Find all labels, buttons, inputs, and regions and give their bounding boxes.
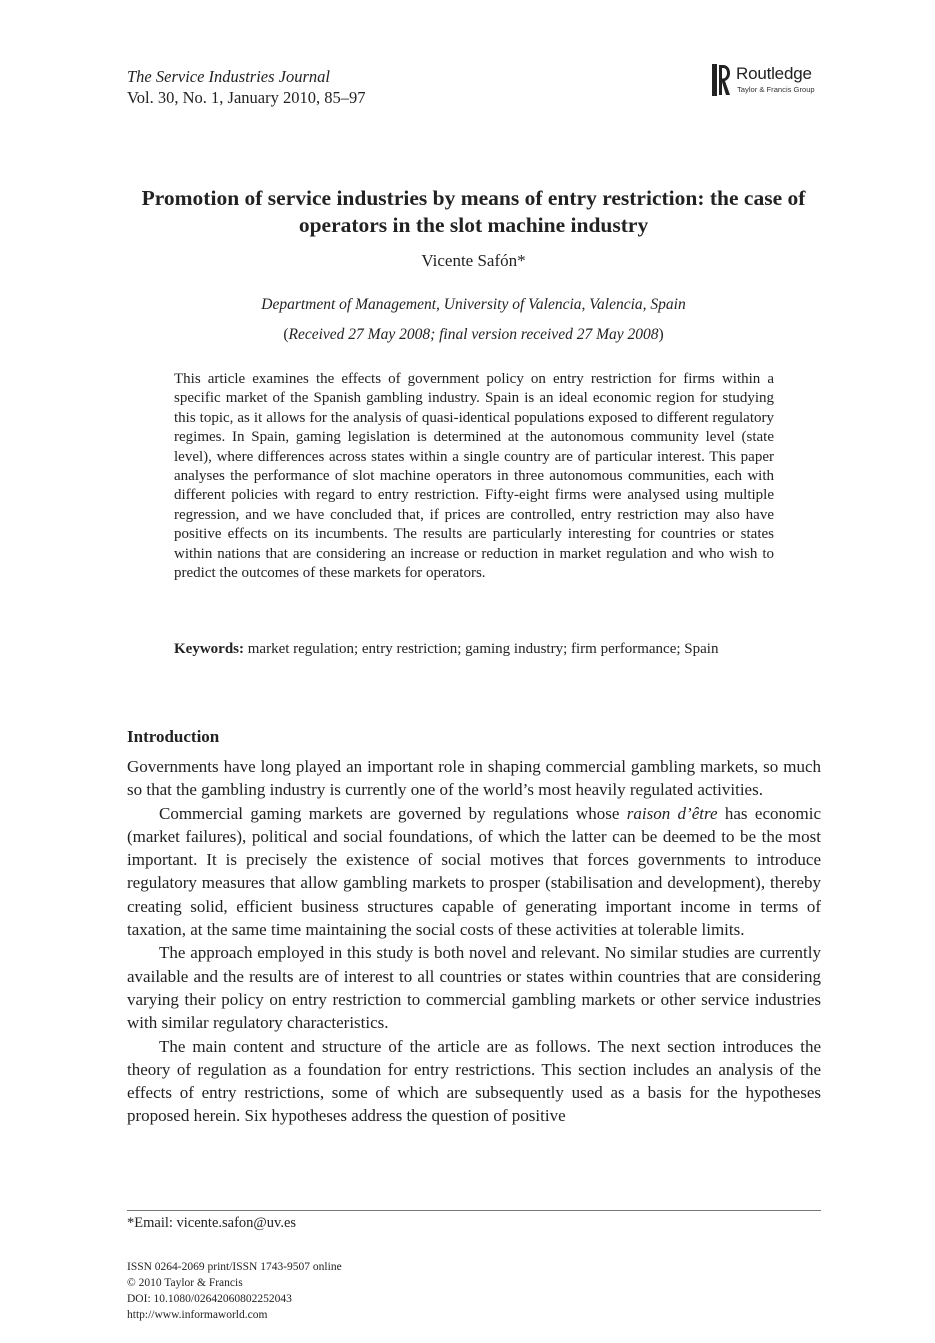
journal-name: The Service Industries Journal bbox=[127, 67, 331, 86]
paragraph bbox=[127, 802, 821, 942]
section-heading-introduction: Introduction bbox=[127, 727, 220, 746]
article-author: Vicente Safón* bbox=[421, 251, 526, 270]
footnote-divider bbox=[127, 1210, 821, 1211]
author-affiliation: Department of Management, University of Valencia, Valencia, Spain bbox=[261, 296, 686, 313]
copyright: © 2010 Taylor & Francis bbox=[127, 1277, 243, 1289]
paren-close: ) bbox=[658, 326, 664, 343]
publisher-brand: Routledge bbox=[736, 64, 812, 83]
article-title: Promotion of service industries by means of entry restriction: the case of operators in the slot machine industry bbox=[141, 186, 806, 237]
volume-info: Vol. 30, No. 1, January 2010, 85–97 bbox=[127, 88, 366, 107]
issn: ISSN 0264-2069 print/ISSN 1743-9507 online bbox=[127, 1261, 342, 1273]
publisher-subtitle: Taylor & Francis Group bbox=[737, 85, 815, 94]
introduction-body bbox=[127, 755, 821, 1128]
paragraph-text: Commercial gaming markets are governed by regulations whose bbox=[159, 803, 627, 823]
publication-info bbox=[127, 1259, 342, 1323]
journal-header bbox=[127, 66, 365, 108]
abstract: This article examines the effects of government policy on entry restriction for firms within a specific market of the Spanish gambling industry. Spain is an ideal economic region for studying this topic, as it allows for the analysis of quasi-identical populations exposed to different regulatory regimes. In Spain, gaming legislation is determined at the autonomous community level (state level), where differences across states within a single country are of particular interest. This paper analyses the performance of slot machine operators in three autonomous communities, each with different policies with regard to entry restriction. Fifty-eight firms were analysed using multiple regression, and we have concluded that, if prices are controlled, entry restriction may also have positive effects on its incumbents. The results are particularly interesting for countries or states within nations that are considering an increase or reduction in market regulation and who wish to predict the outcomes of these markets for operators. bbox=[174, 371, 774, 582]
paragraph: The main content and structure of the article are as follows. The next section introduces the theory of regulation as a foundation for entry restrictions. This section includes an analysis of the effects of entry restrictions, some of which are subsequently used as a basis for the hypotheses proposed herein. Six hypotheses address the question of positive bbox=[127, 1036, 821, 1126]
paragraph: Governments have long played an important role in shaping commercial gambling markets, so much so that the gambling industry is currently one of the world’s most heavily regulated activities. bbox=[127, 757, 821, 800]
publisher-logo bbox=[712, 62, 822, 100]
received-text: Received 27 May 2008; final version received 27 May 2008 bbox=[288, 326, 659, 343]
keywords bbox=[174, 640, 774, 659]
keywords-label: Keywords: bbox=[174, 641, 244, 657]
received-dates bbox=[120, 326, 827, 344]
routledge-r-icon bbox=[712, 62, 734, 98]
paren-open: ( bbox=[283, 326, 289, 343]
doi: DOI: 10.1080/02642060802252043 bbox=[127, 1293, 292, 1305]
author-email-footnote: *Email: vicente.safon@uv.es bbox=[127, 1215, 297, 1231]
italic-phrase: raison d’être bbox=[626, 803, 718, 823]
keywords-list: market regulation; entry restriction; gaming industry; firm performance; Spain bbox=[244, 641, 719, 657]
paragraph-text: has economic (market failures), political and social foundations, of which the latter can be deemed to be the most important. It is precisely the existence of social motives that forces governments to introduce regulatory measures that allow gambling markets to prosper (stabilisation and development), thereby creating solid, efficient business structures capable of generating important income in terms of taxation, at the same time maintaining the social costs of these activities at tolerable limits. bbox=[127, 803, 821, 940]
publisher-url[interactable]: http://www.informaworld.com bbox=[127, 1309, 268, 1321]
paragraph: The approach employed in this study is both novel and relevant. No similar studies are currently available and the results are of interest to all countries or states within countries that are considering varying their policy on entry restriction to commercial gambling markets or other service industries with similar regulatory characteristics. bbox=[127, 943, 821, 1033]
